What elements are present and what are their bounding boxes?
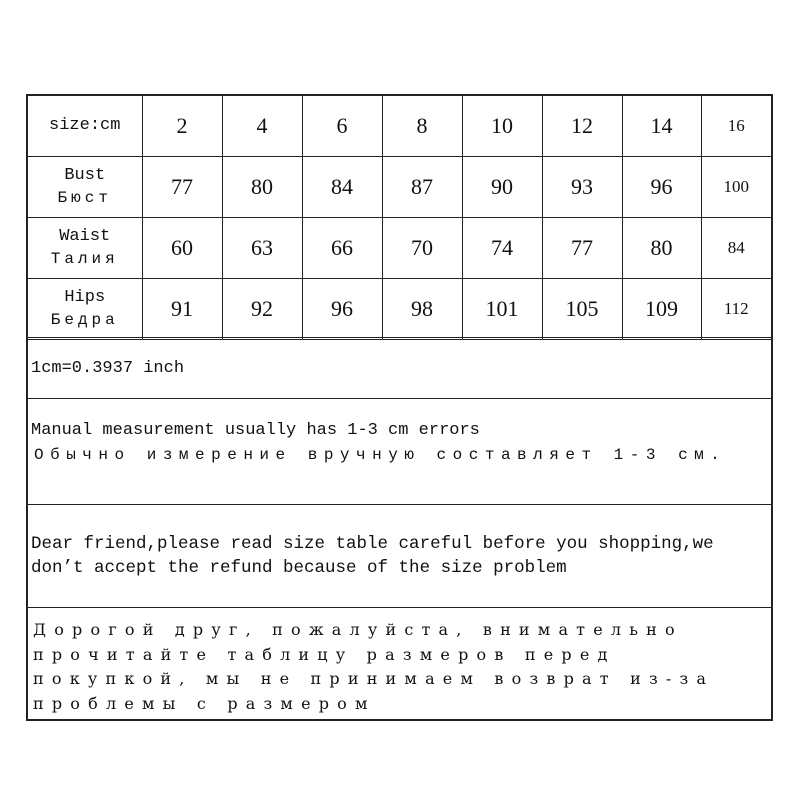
hips-label-en: Hips [64,288,106,307]
measurement-error-en: Manual measurement usually has 1-3 cm errors [31,421,480,440]
size-header-cell: 4 [222,96,302,157]
refund-policy-text-ru: Дорогой друг, пожалуйста, внимательно прочитайте таблицу размеров перед покупкой, мы не принимаем возврат из-за проблемы с размером [33,620,715,713]
bust-label-en: Bust [64,166,106,185]
bust-value: 96 [622,157,701,218]
hips-value: 91 [142,279,222,340]
refund-policy-note-en [28,504,771,607]
bust-value: 90 [462,157,542,218]
hips-row [28,279,771,340]
hips-label [28,279,142,340]
hips-value: 92 [222,279,302,340]
size-header-cell: 14 [622,96,701,157]
hips-value: 101 [462,279,542,340]
bust-value: 87 [382,157,462,218]
size-header-cell: 8 [382,96,462,157]
refund-policy-text-en: Dear friend,please read size table careful before you shopping,we don’t accept the refund because of the size problem [31,534,714,578]
size-header-cell: 16 [701,96,771,157]
bust-label [28,157,142,218]
refund-policy-note-ru [28,607,771,719]
waist-label [28,218,142,279]
hips-value: 98 [382,279,462,340]
waist-row [28,218,771,279]
size-header-row [28,96,771,157]
size-chart-sheet [26,94,773,721]
bust-value: 84 [302,157,382,218]
size-header-cell: 12 [542,96,622,157]
bust-value: 93 [542,157,622,218]
bust-value: 100 [701,157,771,218]
waist-value: 84 [701,218,771,279]
bust-value: 80 [222,157,302,218]
bust-row [28,157,771,218]
waist-value: 70 [382,218,462,279]
conversion-note [28,337,771,398]
size-table [28,96,771,340]
waist-label-ru: Талия [50,250,119,268]
bust-value: 77 [142,157,222,218]
waist-value: 80 [622,218,701,279]
hips-value: 105 [542,279,622,340]
waist-value: 63 [222,218,302,279]
conversion-text: 1cm=0.3937 inch [31,358,185,378]
measurement-error-ru: Обычно измерение вручную составляет 1-3 см. [34,446,727,464]
size-header-cell: 10 [462,96,542,157]
hips-value: 96 [302,279,382,340]
waist-value: 66 [302,218,382,279]
waist-value: 74 [462,218,542,279]
waist-label-en: Waist [59,227,111,246]
waist-value: 77 [542,218,622,279]
size-unit-label: size:cm [28,96,142,157]
waist-value: 60 [142,218,222,279]
bust-label-ru: Бюст [57,189,112,207]
measurement-error-note [28,398,771,504]
hips-value: 109 [622,279,701,340]
hips-label-ru: Бедра [50,311,119,329]
hips-value: 112 [701,279,771,340]
size-header-cell: 6 [302,96,382,157]
size-header-cell: 2 [142,96,222,157]
